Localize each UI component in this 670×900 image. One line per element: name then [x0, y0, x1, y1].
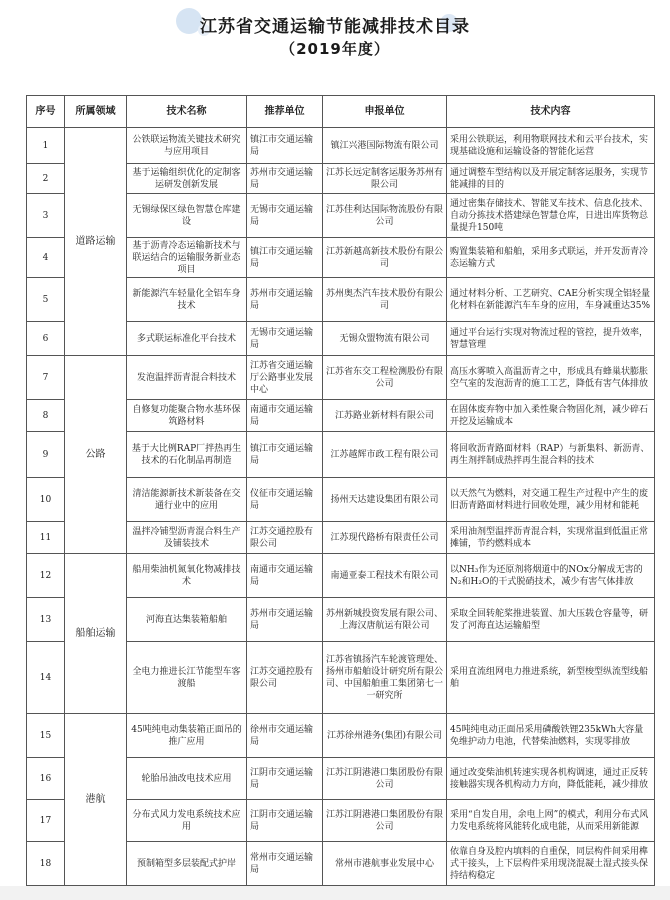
recommender: 镇江市交通运输局	[247, 238, 323, 278]
table-header-row	[27, 96, 655, 128]
recommender: 徐州市交通运输局	[247, 714, 323, 758]
row-no: 16	[27, 758, 65, 800]
applicant: 江苏江阴港港口集团股份有限公司	[323, 800, 447, 842]
tech-content: 采用“自发自用，余电上网”的模式，利用分布式风力发电系统将风能转化成电能，从而采用新能源	[447, 800, 655, 842]
applicant: 江苏现代路桥有限责任公司	[323, 522, 447, 554]
recommender: 无锡市交通运输局	[247, 322, 323, 356]
header-content: 技术内容	[447, 96, 655, 128]
applicant: 江苏徐州港务(集团)有限公司	[323, 714, 447, 758]
field-cell: 港航	[65, 714, 127, 886]
recommender: 仪征市交通运输局	[247, 478, 323, 522]
recommender: 江阴市交通运输局	[247, 800, 323, 842]
applicant: 苏州奥杰汽车技术股份有限公司	[323, 278, 447, 322]
row-no: 7	[27, 356, 65, 400]
applicant: 江苏越辉市政工程有限公司	[323, 432, 447, 478]
tech-name: 基于大比例RAP厂拌热再生技术的石化制品再制造	[127, 432, 247, 478]
catalog-table	[26, 95, 655, 886]
recommender: 镇江市交通运输局	[247, 432, 323, 478]
tech-content: 以天然气为燃料，对交通工程生产过程中产生的废旧沥青路面材料进行回收处理，减少用材和能耗	[447, 478, 655, 522]
recommender: 南通市交通运输局	[247, 554, 323, 598]
header-field: 所属领域	[65, 96, 127, 128]
row-no: 5	[27, 278, 65, 322]
header-tech-name: 技术名称	[127, 96, 247, 128]
recommender: 苏州市交通运输局	[247, 164, 323, 194]
tech-content: 将回收沥青路面材料（RAP）与新集料、新沥青、再生剂拌制成热拌再生混合料的技术	[447, 432, 655, 478]
field-cell: 船舶运输	[65, 554, 127, 714]
tech-name: 温拌冷铺型沥青混合料生产及铺装技术	[127, 522, 247, 554]
table-row	[27, 714, 655, 758]
applicant: 无锡众盟物流有限公司	[323, 322, 447, 356]
row-no: 6	[27, 322, 65, 356]
tech-name: 基于运输组织优化的定制客运研发创新发展	[127, 164, 247, 194]
tech-name: 清洁能源新技术新装备在交通行业中的应用	[127, 478, 247, 522]
page-title: 江苏省交通运输节能减排技术目录	[200, 17, 470, 37]
tech-name: 轮胎吊油改电技术应用	[127, 758, 247, 800]
row-no: 18	[27, 842, 65, 886]
tech-name: 预制箱型多层装配式护岸	[127, 842, 247, 886]
tech-content: 通过密集存储技术、智能叉车技术、信息化技术、自动分拣技术搭建绿色智慧仓库，日进出库货物总量提升150吨	[447, 194, 655, 238]
row-no: 13	[27, 598, 65, 642]
row-no: 14	[27, 642, 65, 714]
recommender: 江苏交通控股有限公司	[247, 522, 323, 554]
row-no: 17	[27, 800, 65, 842]
applicant: 苏州新城投资发展有限公司、上海汉唐航运有限公司	[323, 598, 447, 642]
tech-content: 采用油剂型温拌沥青混合料，实现常温到低温正常摊铺，节约燃料成本	[447, 522, 655, 554]
recommender: 江阴市交通运输局	[247, 758, 323, 800]
table-row	[27, 356, 655, 400]
tech-content: 通过调整车型结构以及开展定制客运服务，实现节能减排的目的	[447, 164, 655, 194]
tech-name: 全电力推进长江节能型车客渡船	[127, 642, 247, 714]
tech-content: 采取全回转舵桨推进装置、加大压载仓容量等，研发了河海直达运输船型	[447, 598, 655, 642]
row-no: 4	[27, 238, 65, 278]
applicant: 镇江兴港国际物流有限公司	[323, 128, 447, 164]
applicant: 江苏江阴港港口集团股份有限公司	[323, 758, 447, 800]
tech-content: 以NH₃作为还原剂将烟道中的NOx分解成无害的N₂和H₂O的干式脱硝技术，减少有害气体排放	[447, 554, 655, 598]
tech-content: 通过材料分析、工艺研究、CAE分析实现全铝轻量化材料在新能源汽车车身的应用，车身减重达35%	[447, 278, 655, 322]
applicant: 扬州天达建设集团有限公司	[323, 478, 447, 522]
row-no: 1	[27, 128, 65, 164]
applicant: 江苏省东交工程检测股份有限公司	[323, 356, 447, 400]
tech-content: 通过改变柴油机转速实现各机构调速，通过正反转接触器实现各机构动力方向，降低能耗，减少排放	[447, 758, 655, 800]
tech-content: 通过平台运行实现对物流过程的管控，提升效率，智慧管理	[447, 322, 655, 356]
tech-name: 45吨纯电动集装箱正面吊的推广应用	[127, 714, 247, 758]
page-bottom-edge	[0, 886, 670, 900]
tech-content: 45吨纯电动正面吊采用磷酸铁锂235kWh大容量免维护动力电池，代替柴油燃料，实现零排放	[447, 714, 655, 758]
row-no: 11	[27, 522, 65, 554]
tech-name: 新能源汽车轻量化全铝车身技术	[127, 278, 247, 322]
field-cell: 公路	[65, 356, 127, 554]
row-no: 9	[27, 432, 65, 478]
row-no: 10	[27, 478, 65, 522]
applicant: 江苏路业新材料有限公司	[323, 400, 447, 432]
table-row	[27, 128, 655, 164]
recommender: 江苏省交通运输厅公路事业发展中心	[247, 356, 323, 400]
recommender: 江苏交通控股有限公司	[247, 642, 323, 714]
header-applicant: 申报单位	[323, 96, 447, 128]
tech-content: 在固体废弃物中加入柔性聚合物固化剂，减少碎石开挖及运输成本	[447, 400, 655, 432]
tech-name: 河海直达集装箱船舶	[127, 598, 247, 642]
applicant: 江苏新越高新技术股份有限公司	[323, 238, 447, 278]
applicant: 江苏佳利达国际物流股份有限公司	[323, 194, 447, 238]
applicant: 江苏省镇扬汽车轮渡管理处、扬州市船舶设计研究所有限公司、中国船舶重工集团第七一一研究所	[323, 642, 447, 714]
tech-name: 基于沥青冷态运输新技术与联运结合的运输服务新业态项目	[127, 238, 247, 278]
applicant: 常州市港航事业发展中心	[323, 842, 447, 886]
tech-name: 船用柴油机氮氧化物减排技术	[127, 554, 247, 598]
header-recommender: 推荐单位	[247, 96, 323, 128]
row-no: 15	[27, 714, 65, 758]
applicant: 南通亚泰工程技术有限公司	[323, 554, 447, 598]
row-no: 3	[27, 194, 65, 238]
tech-name: 自修复功能聚合物水基环保筑路材料	[127, 400, 247, 432]
applicant: 江苏长远定制客运服务苏州有限公司	[323, 164, 447, 194]
tech-content: 依靠自身及腔内填料的自重保，同层构件间采用榫式干接头，上下层构件采用现浇混凝土湿式接头保持结构稳定	[447, 842, 655, 886]
tech-content: 采用直流组网电力推进系统，新型梭型纵流型线船舶	[447, 642, 655, 714]
row-no: 8	[27, 400, 65, 432]
recommender: 常州市交通运输局	[247, 842, 323, 886]
tech-content: 采用公铁联运，利用物联网技术和云平台技术，实现基础设施和运输设备的智能化运营	[447, 128, 655, 164]
recommender: 镇江市交通运输局	[247, 128, 323, 164]
row-no: 2	[27, 164, 65, 194]
page-subtitle: （2019年度）	[280, 40, 390, 58]
field-cell: 道路运输	[65, 128, 127, 356]
tech-name: 公铁联运物流关键技术研究与应用项目	[127, 128, 247, 164]
table-row	[27, 554, 655, 598]
recommender: 无锡市交通运输局	[247, 194, 323, 238]
tech-name: 多式联运标准化平台技术	[127, 322, 247, 356]
row-no: 12	[27, 554, 65, 598]
tech-content: 高压水雾喷入高温沥青之中，形成具有蜂巢状膨胀空气室的发泡沥青的施工工艺，降低有害气体排放	[447, 356, 655, 400]
recommender: 苏州市交通运输局	[247, 278, 323, 322]
tech-name: 分布式风力发电系统技术应用	[127, 800, 247, 842]
tech-name: 发泡温拌沥青混合料技术	[127, 356, 247, 400]
header-no: 序号	[27, 96, 65, 128]
tech-content: 购置集装箱和船舶，采用多式联运，并开发沥青冷态运输方式	[447, 238, 655, 278]
recommender: 苏州市交通运输局	[247, 598, 323, 642]
recommender: 南通市交通运输局	[247, 400, 323, 432]
tech-name: 无锡绿保区绿色智慧仓库建设	[127, 194, 247, 238]
